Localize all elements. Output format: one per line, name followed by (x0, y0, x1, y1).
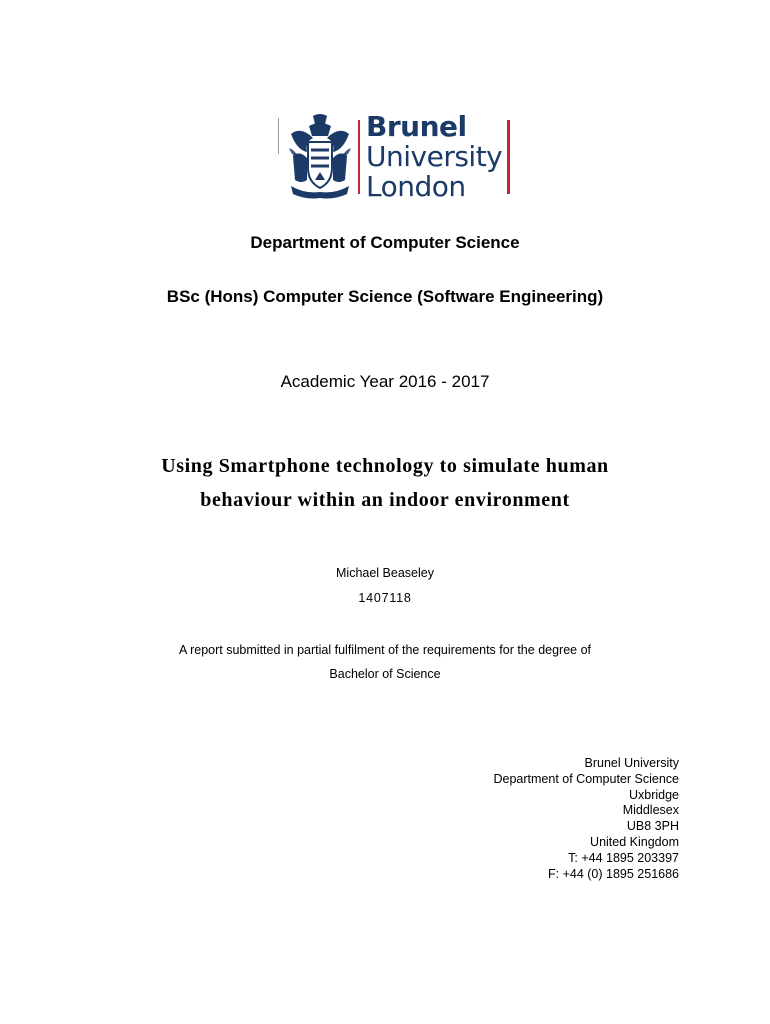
project-title-line-2: behaviour within an indoor environment (200, 489, 570, 511)
project-title (0, 449, 770, 517)
logo-divider (358, 120, 360, 194)
logo-right-rule (507, 120, 510, 194)
report-statement-line-1: A report submitted in partial fulfilment of the requirements for the degree of (178, 643, 592, 657)
university-crest-icon (285, 112, 355, 200)
logo-wordmark (366, 112, 502, 202)
project-title-line-1: Using Smartphone technology to simulate human (161, 455, 609, 477)
degree-heading: BSc (Hons) Computer Science (Software Engineering) (166, 287, 604, 306)
address-line: Department of Computer Science (493, 771, 679, 786)
address-phone: T: +44 1895 203397 (568, 850, 679, 865)
address-line: UB8 3PH (626, 819, 679, 834)
address-line: United Kingdom (590, 834, 679, 849)
address-fax: F: +44 (0) 1895 251686 (548, 866, 679, 881)
logo-left-rule (278, 118, 279, 154)
address-line: Middlesex (622, 803, 679, 818)
report-statement (0, 638, 770, 686)
institution-address (493, 756, 679, 882)
student-id: 1407118 (358, 591, 412, 605)
department-heading: Department of Computer Science (250, 233, 520, 252)
address-line: Brunel University (584, 756, 679, 770)
logo-line-brunel: Brunel (366, 110, 467, 143)
academic-year: Academic Year 2016 - 2017 (280, 372, 490, 391)
university-logo (277, 110, 517, 203)
logo-line-london: London (366, 170, 466, 203)
address-line: Uxbridge (628, 787, 679, 802)
report-statement-line-2: Bachelor of Science (329, 667, 441, 681)
logo-line-university: University (366, 140, 503, 173)
author-name: Michael Beaseley (336, 566, 434, 580)
